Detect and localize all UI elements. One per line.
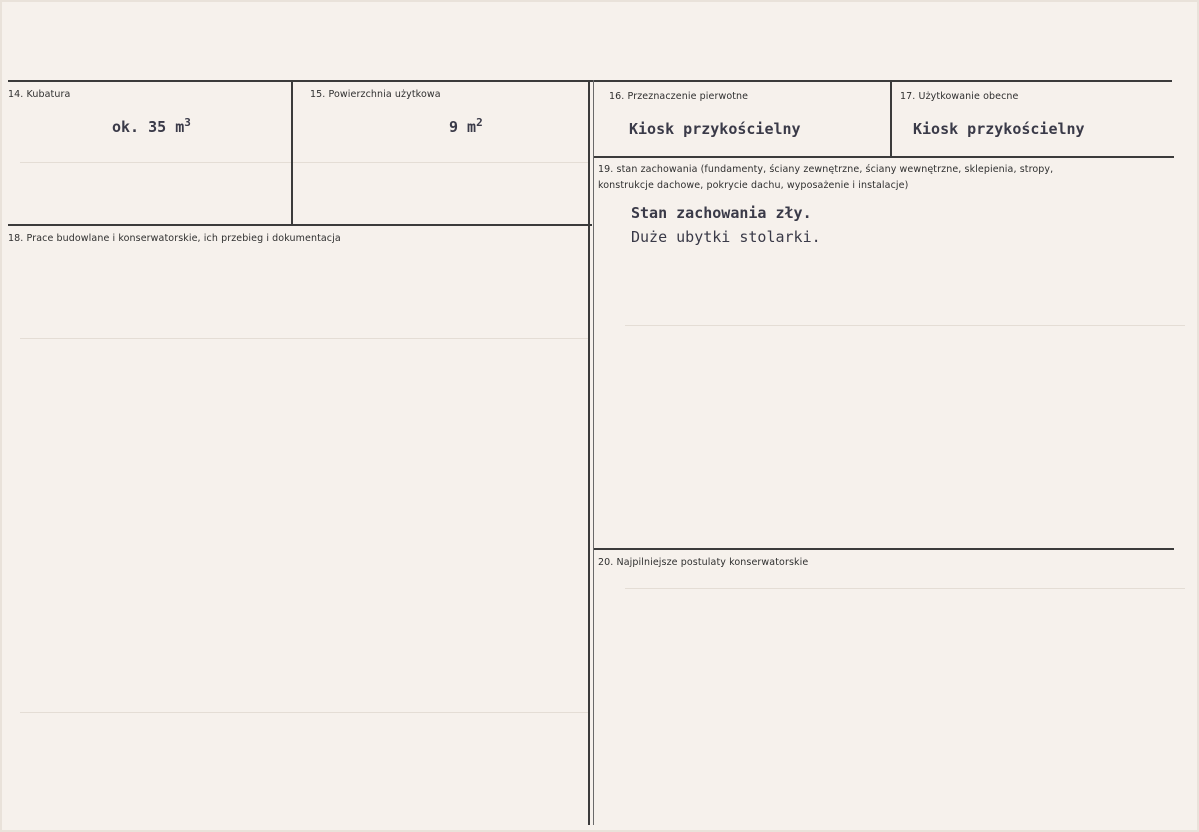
center-divider (588, 80, 590, 825)
field-16-value: Kiosk przykościelny (629, 120, 801, 138)
field-15-value-text: 9 m (449, 118, 477, 136)
faint-rule (625, 588, 1185, 589)
faint-rule (625, 325, 1185, 326)
field-16-label: 16. Przeznaczenie pierwotne (609, 91, 749, 102)
faint-rule (20, 162, 590, 163)
divider-16-17 (890, 80, 892, 158)
field-14-value (112, 116, 191, 136)
field-15-value-sup: 2 (476, 116, 483, 129)
right-bottom-rule (594, 548, 1174, 550)
center-divider-inner (593, 80, 594, 825)
right-section-rule (594, 156, 1174, 158)
field-14-value-sup: 3 (184, 116, 191, 129)
faint-rule (20, 712, 590, 713)
divider-14-15 (291, 80, 293, 226)
field-19-label: 19. stan zachowania (fundamenty, ściany zewnętrzne, ściany wewnętrzne, sklepienia, stropy, konstrukcje dachowe, pokrycie dachu, wyposażenie i instalacje) (598, 164, 1054, 191)
field-19-line-2: Duże ubytki stolarki. (631, 228, 821, 246)
field-14-value-text: ok. 35 m (112, 118, 185, 136)
field-18-label: 18. Prace budowlane i konserwatorskie, ich przebieg i dokumentacja (8, 233, 341, 244)
left-section-rule (8, 224, 592, 226)
field-20-label: 20. Najpilniejsze postulaty konserwatorskie (598, 557, 809, 568)
field-15-label: 15. Powierzchnia użytkowa (310, 89, 441, 100)
faint-rule (20, 338, 590, 339)
top-rule (8, 80, 1172, 82)
field-17-label: 17. Użytkowanie obecne (900, 91, 1019, 102)
field-19-line-1: Stan zachowania zły. (631, 204, 812, 222)
field-15-value (449, 116, 483, 136)
field-17-value: Kiosk przykościelny (913, 120, 1085, 138)
field-14-label: 14. Kubatura (8, 89, 71, 100)
